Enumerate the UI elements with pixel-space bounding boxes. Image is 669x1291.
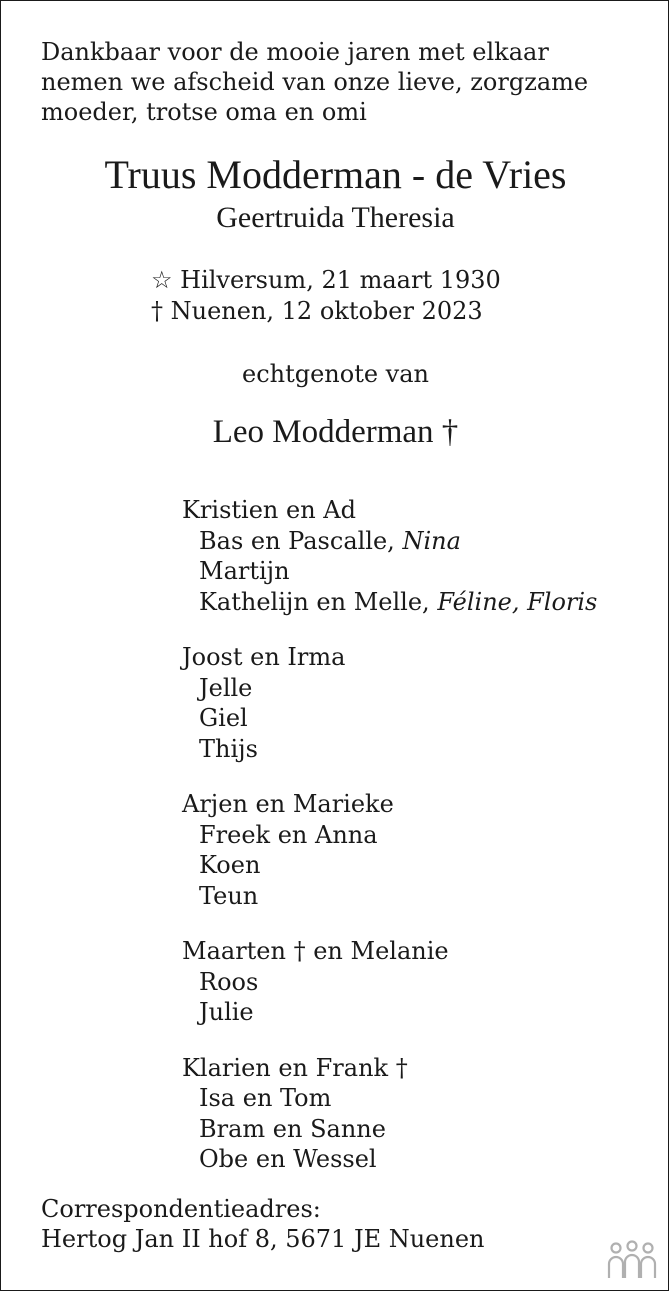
grandchild-entry bbox=[182, 734, 597, 765]
people-group-icon bbox=[606, 1240, 658, 1280]
grandchild-entry bbox=[182, 1083, 597, 1114]
family-head: Maarten † en Melanie bbox=[182, 937, 449, 965]
address-label: Correspondentieadres: bbox=[41, 1195, 321, 1223]
grandchild-entry bbox=[182, 526, 597, 557]
grandchild-name: Julie bbox=[199, 998, 254, 1026]
family-list bbox=[182, 495, 597, 1200]
grandchild-name: Kathelijn en Melle, bbox=[199, 587, 438, 616]
birth-date: ☆ Hilversum, 21 maart 1930 bbox=[151, 266, 501, 294]
grandchild-entry bbox=[182, 703, 597, 734]
deceased-given-names: Geertruida Theresia bbox=[216, 201, 455, 234]
family-group bbox=[182, 642, 597, 764]
grandchild-name: Teun bbox=[199, 881, 259, 910]
grandchild-entry bbox=[182, 587, 597, 618]
correspondence-address bbox=[41, 1194, 485, 1254]
family-head: Joost en Irma bbox=[182, 643, 346, 671]
grandchild-name: Giel bbox=[199, 704, 248, 732]
grandchild-entry bbox=[182, 673, 597, 704]
grandchild-name: Koen bbox=[199, 851, 261, 879]
intro-line: nemen we afscheid van onze lieve, zorgzame bbox=[41, 68, 589, 96]
life-dates bbox=[151, 265, 501, 327]
grandchild-name: Freek en Anna bbox=[199, 820, 378, 849]
grandchild-entry bbox=[182, 1114, 597, 1145]
great-grandchildren-names: Féline, Floris bbox=[437, 587, 598, 616]
intro-line: Dankbaar voor de mooie jaren met elkaar bbox=[41, 38, 549, 66]
grandchild-name: Martijn bbox=[199, 557, 290, 585]
family-head: Klarien en Frank † bbox=[182, 1053, 408, 1082]
address-value: Hertog Jan II hof 8, 5671 JE Nuenen bbox=[41, 1225, 485, 1253]
grandchild-name: Thijs bbox=[199, 734, 258, 763]
grandchild-name: Jelle bbox=[199, 673, 253, 702]
spouse-label: echtgenote van bbox=[241, 360, 430, 388]
spouse-name: Leo Modderman † bbox=[212, 414, 459, 450]
grandchild-name: Bas en Pascalle, bbox=[199, 526, 403, 555]
grandchild-name: Bram en Sanne bbox=[199, 1114, 386, 1143]
family-group bbox=[182, 495, 597, 617]
grandchild-name: Roos bbox=[199, 967, 259, 996]
family-group bbox=[182, 936, 597, 1028]
grandchild-entry bbox=[182, 881, 597, 912]
family-group bbox=[182, 1053, 597, 1175]
intro-text bbox=[41, 37, 641, 127]
family-group bbox=[182, 789, 597, 911]
death-date: † Nuenen, 12 oktober 2023 bbox=[151, 297, 483, 325]
deceased-name: Truus Modderman - de Vries bbox=[104, 152, 567, 197]
grandchild-name: Obe en Wessel bbox=[199, 1145, 377, 1173]
grandchild-name: Isa en Tom bbox=[199, 1084, 332, 1112]
grandchild-entry bbox=[182, 556, 597, 587]
great-grandchildren-names: Nina bbox=[402, 526, 461, 555]
family-head: Arjen en Marieke bbox=[182, 790, 394, 818]
family-head: Kristien en Ad bbox=[182, 496, 356, 524]
grandchild-entry bbox=[182, 997, 597, 1028]
intro-line: moeder, trotse oma en omi bbox=[41, 98, 367, 126]
grandchild-entry bbox=[182, 967, 597, 998]
grandchild-entry bbox=[182, 820, 597, 851]
grandchild-entry bbox=[182, 1144, 597, 1175]
grandchild-entry bbox=[182, 850, 597, 881]
